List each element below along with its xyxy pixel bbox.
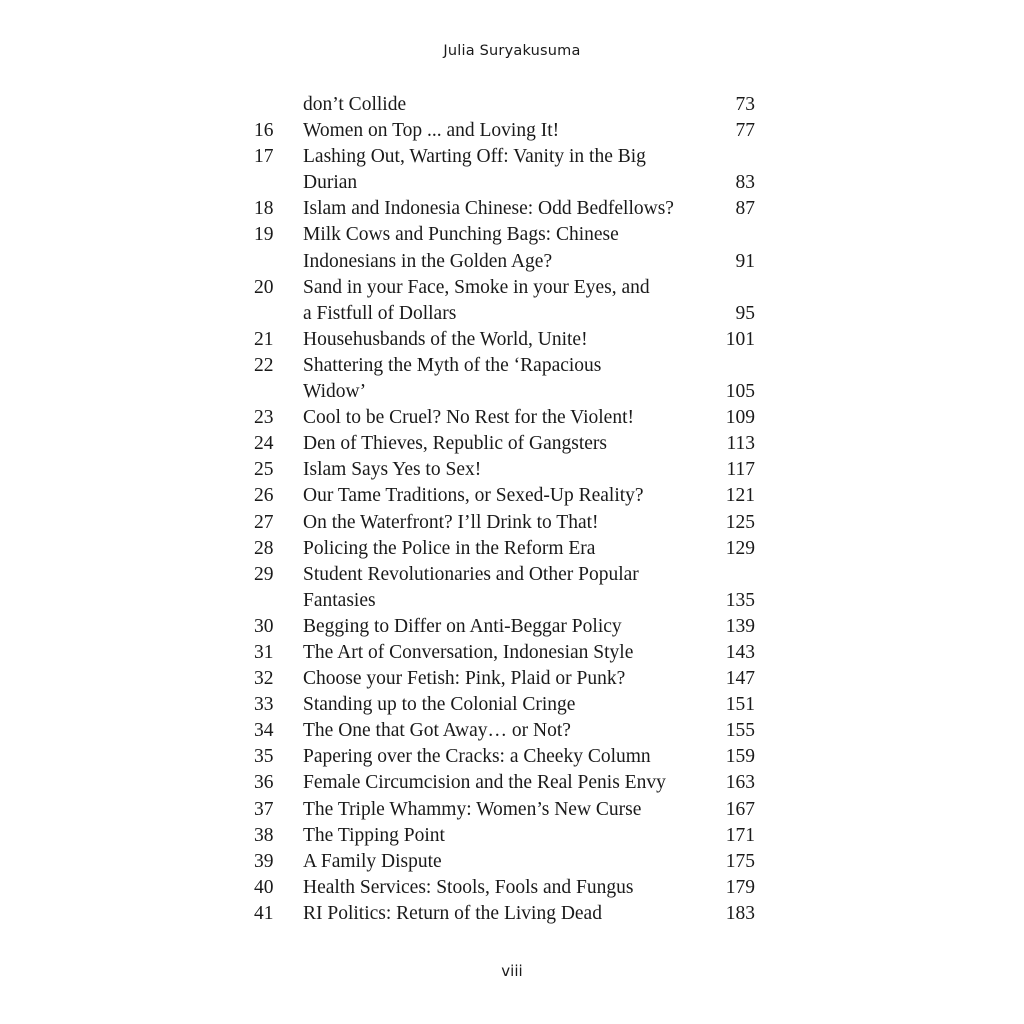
chapter-title: Den of Thieves, Republic of Gangsters: [303, 433, 607, 455]
chapter-title: On the Waterfront? I’ll Drink to That!: [303, 511, 599, 533]
chapter-number: 17: [254, 146, 274, 168]
toc-line: [250, 718, 755, 744]
toc-line: [250, 640, 755, 666]
toc-line: [250, 170, 755, 196]
chapter-title: The Triple Whammy: Women’s New Curse: [303, 798, 642, 820]
chapter-title: Islam and Indonesia Chinese: Odd Bedfellows?: [303, 198, 674, 220]
chapter-title: Househusbands of the World, Unite!: [303, 328, 588, 350]
chapter-title: Cool to be Cruel? No Rest for the Violent!: [303, 407, 634, 429]
chapter-number: 29: [254, 563, 274, 585]
toc-line: [250, 249, 755, 275]
toc-line: [250, 353, 755, 379]
page-number: 83: [735, 172, 755, 194]
toc-line: [250, 901, 755, 927]
page-number: 121: [725, 485, 755, 507]
chapter-number: 16: [254, 120, 274, 142]
page-number: 95: [735, 302, 755, 324]
page-number: 171: [725, 824, 755, 846]
toc-line: [250, 692, 755, 718]
chapter-number: 32: [254, 668, 274, 690]
running-head: Julia Suryakusuma: [443, 43, 581, 59]
chapter-number: [250, 92, 303, 118]
toc-line: [250, 562, 755, 588]
chapter-number: 18: [254, 198, 274, 220]
chapter-number: 30: [254, 615, 274, 637]
chapter-number: 31: [254, 641, 274, 663]
toc-line: [250, 405, 755, 431]
page-number: [695, 562, 755, 588]
chapter-number: [250, 379, 303, 405]
toc-line: [250, 849, 755, 875]
toc-line: [250, 797, 755, 823]
chapter-number: 38: [254, 824, 274, 846]
chapter-title: The One that Got Away… or Not?: [303, 720, 571, 742]
toc-line: [250, 457, 755, 483]
chapter-title: Policing the Police in the Reform Era: [303, 537, 596, 559]
toc-line: [250, 614, 755, 640]
page-number: [695, 144, 755, 170]
toc-line: [250, 144, 755, 170]
toc-line: [250, 327, 755, 353]
page-number: 109: [725, 407, 755, 429]
page-number: 155: [725, 720, 755, 742]
page-number: 73: [735, 94, 755, 115]
chapter-title: Choose your Fetish: Pink, Plaid or Punk?: [303, 668, 626, 690]
chapter-title: Shattering the Myth of the ‘Rapacious: [303, 354, 602, 376]
chapter-title: Our Tame Traditions, or Sexed-Up Reality?: [303, 485, 644, 507]
chapter-number: 34: [254, 720, 274, 742]
chapter-title: Health Services: Stools, Fools and Fungus: [303, 876, 634, 898]
chapter-title: a Fistfull of Dollars: [303, 302, 457, 324]
chapter-number: 20: [254, 276, 274, 298]
toc-line: [250, 510, 755, 536]
page-number: 147: [725, 668, 755, 690]
chapter-number: 19: [254, 224, 274, 246]
page-number: [695, 222, 755, 248]
chapter-title: Papering over the Cracks: a Cheeky Column: [303, 746, 651, 768]
chapter-number: 28: [254, 537, 274, 559]
chapter-number: 22: [254, 354, 274, 376]
chapter-number: 33: [254, 694, 274, 716]
chapter-number: [250, 249, 303, 275]
page-number: 151: [725, 694, 755, 716]
chapter-number: 26: [254, 485, 274, 507]
chapter-title: don’t Collide: [303, 94, 407, 115]
toc-line: [250, 301, 755, 327]
page-number: [695, 353, 755, 379]
chapter-title: Student Revolutionaries and Other Popular: [303, 563, 639, 585]
toc-line: [250, 770, 755, 796]
chapter-number: 21: [254, 328, 274, 350]
page-number: 139: [725, 615, 755, 637]
chapter-title: A Family Dispute: [303, 850, 442, 872]
toc-line: [250, 536, 755, 562]
chapter-number: 37: [254, 798, 274, 820]
toc-line: [250, 379, 755, 405]
chapter-title: RI Politics: Return of the Living Dead: [303, 902, 602, 924]
page-number: 125: [725, 511, 755, 533]
toc-line: [250, 275, 755, 301]
toc-line: [250, 588, 755, 614]
chapter-number: 27: [254, 511, 274, 533]
toc-line: [250, 483, 755, 509]
toc-line: [250, 875, 755, 901]
page-number: 77: [735, 120, 755, 142]
chapter-number: 24: [254, 433, 274, 455]
page-number: 159: [725, 746, 755, 768]
page-number: 91: [735, 250, 755, 272]
chapter-title: Indonesians in the Golden Age?: [303, 250, 553, 272]
chapter-title: Lashing Out, Warting Off: Vanity in the Big: [303, 146, 646, 168]
chapter-number: 25: [254, 459, 274, 481]
chapter-title: Islam Says Yes to Sex!: [303, 459, 482, 481]
chapter-number: 41: [254, 902, 274, 924]
chapter-title: Women on Top ... and Loving It!: [303, 120, 560, 142]
chapter-title: Begging to Differ on Anti-Beggar Policy: [303, 615, 622, 637]
chapter-title: Standing up to the Colonial Cringe: [303, 694, 576, 716]
toc-line: [250, 666, 755, 692]
chapter-number: 35: [254, 746, 274, 768]
page-number: 87: [735, 198, 755, 220]
page-number: 117: [726, 459, 755, 481]
toc-line: [250, 92, 755, 118]
toc-line: [250, 196, 755, 222]
toc-line: [250, 431, 755, 457]
chapter-number: 40: [254, 876, 274, 898]
chapter-number: 36: [254, 772, 274, 794]
page-number: 113: [726, 433, 755, 455]
toc-line: [250, 744, 755, 770]
chapter-number: [250, 301, 303, 327]
page-number: 105: [725, 381, 755, 403]
page-number: 163: [725, 772, 755, 794]
table-of-contents: [250, 92, 755, 927]
chapter-title: The Art of Conversation, Indonesian Style: [303, 641, 634, 663]
chapter-title: Fantasies: [303, 589, 376, 611]
page-number: 129: [725, 537, 755, 559]
page-number: 179: [725, 876, 755, 898]
chapter-title: Durian: [303, 172, 358, 194]
chapter-title: Milk Cows and Punching Bags: Chinese: [303, 224, 619, 246]
toc-line: [250, 222, 755, 248]
chapter-title: The Tipping Point: [303, 824, 445, 846]
page-number: [695, 275, 755, 301]
chapter-number: 23: [254, 407, 274, 429]
page-number: 101: [725, 328, 755, 350]
page-number: 167: [725, 798, 755, 820]
chapter-title: Widow’: [303, 381, 367, 403]
chapter-number: [250, 588, 303, 614]
chapter-title: Female Circumcision and the Real Penis Envy: [303, 772, 666, 794]
page-number: 183: [725, 902, 755, 924]
toc-line: [250, 118, 755, 144]
chapter-number: 39: [254, 850, 274, 872]
toc-line: [250, 823, 755, 849]
page-number: 143: [725, 641, 755, 663]
folio-page-number: viii: [501, 962, 523, 980]
chapter-title: Sand in your Face, Smoke in your Eyes, and: [303, 276, 650, 298]
chapter-number: [250, 170, 303, 196]
page-number: 175: [725, 850, 755, 872]
page-number: 135: [725, 589, 755, 611]
